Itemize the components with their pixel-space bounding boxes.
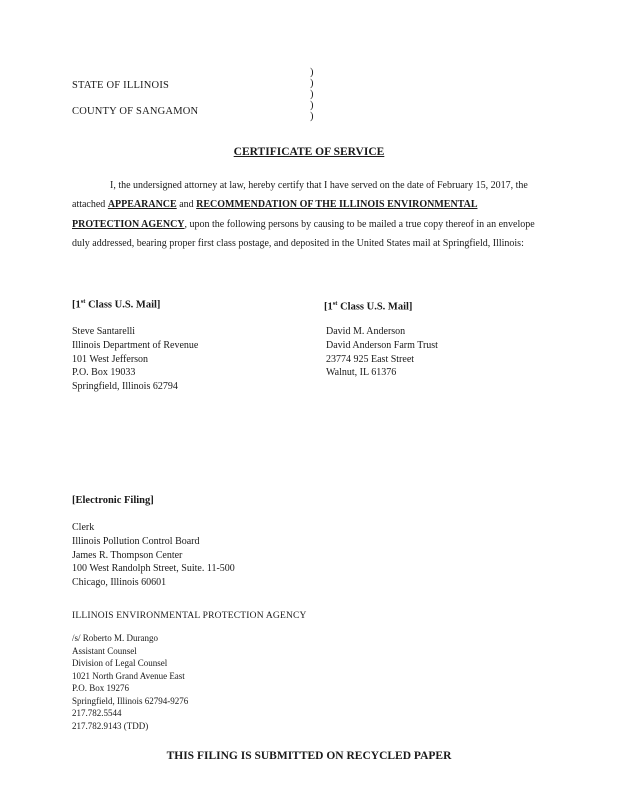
heading-text: Class U.S. Mail]: [85, 299, 161, 311]
address-line: James R. Thompson Center: [72, 549, 183, 561]
address-line: Clerk: [72, 522, 95, 533]
signature-line: /s/ Roberto M. Durango: [72, 633, 158, 643]
address-line: Chicago, Illinois 60601: [72, 577, 167, 589]
agency-name: ILLINOIS ENVIRONMENTAL PROTECTION AGENCY: [72, 611, 307, 621]
address-line: Illinois Department of Revenue: [72, 339, 199, 351]
paragraph-text-1: I, the undersigned attorney at law, hereby certify that I have served on the date of February 15, 2017, the attached: [72, 180, 528, 211]
heading-text: Class U.S. Mail]: [337, 301, 413, 313]
recommendation-doc-ref: RECOMMENDATION OF THE ILLINOIS ENVIRONMENTAL PROTECTION AGENCY: [72, 199, 478, 230]
heading-text: [1: [72, 299, 81, 311]
caption-brackets: [310, 67, 314, 122]
heading-text: [1: [324, 301, 333, 313]
address-line: Illinois Pollution Control Board: [72, 535, 200, 547]
address-line: P.O. Box 19033: [72, 367, 136, 379]
address-line: Springfield, Illinois 62794: [72, 381, 178, 393]
heading-superscript: st: [332, 300, 338, 307]
service-heading-left: [72, 298, 160, 311]
certification-paragraph: [72, 176, 546, 253]
clerk-address: [72, 521, 235, 590]
address-line: 23774 925 East Street: [326, 353, 415, 365]
caption-paren: ): [310, 111, 314, 122]
heading-superscript: st: [80, 298, 86, 305]
address-line: Steve Santarelli: [72, 326, 136, 337]
electronic-filing-heading: [Electronic Filing]: [72, 495, 154, 506]
service-heading-right: [324, 300, 412, 313]
signature-line: P.O. Box 19276: [72, 683, 130, 693]
address-line: David Anderson Farm Trust: [326, 339, 438, 351]
caption-paren: ): [310, 100, 314, 111]
recycled-paper-footer: THIS FILING IS SUBMITTED ON RECYCLED PAPER: [166, 750, 452, 762]
signature-line: Division of Legal Counsel: [72, 658, 168, 668]
recipient-address-left: [72, 325, 198, 394]
signature-line: 217.782.9143 (TDD): [72, 720, 149, 731]
appearance-doc-ref: APPEARANCE: [107, 199, 177, 211]
caption-paren: ): [310, 78, 314, 89]
address-line: Walnut, IL 61376: [326, 367, 397, 379]
recipient-address-right: [326, 325, 438, 380]
address-line: David M. Anderson: [326, 326, 406, 337]
document-title: CERTIFICATE OF SERVICE: [233, 146, 385, 158]
caption-paren: ): [310, 89, 314, 100]
signature-block: [72, 632, 188, 732]
address-line: 100 West Randolph Street, Suite. 11-500: [72, 563, 235, 575]
paragraph-text-2: , upon the following persons by causing to be mailed a true copy thereof in an envelope duly addressed, bearing proper first class postage, and deposited in the United States mail at Springfield, Illinois:: [72, 218, 535, 249]
signature-line: 1021 North Grand Avenue East: [72, 670, 185, 681]
caption-paren: ): [310, 67, 314, 78]
address-line: 101 West Jefferson: [72, 353, 149, 365]
county-caption: COUNTY OF SANGAMON: [72, 106, 199, 117]
signature-line: Springfield, Illinois 62794-9276: [72, 695, 189, 706]
paragraph-and: and: [176, 199, 197, 211]
state-caption: STATE OF ILLINOIS: [72, 80, 170, 91]
signature-line: 217.782.5544: [72, 708, 122, 718]
signature-line: Assistant Counsel: [72, 645, 137, 656]
